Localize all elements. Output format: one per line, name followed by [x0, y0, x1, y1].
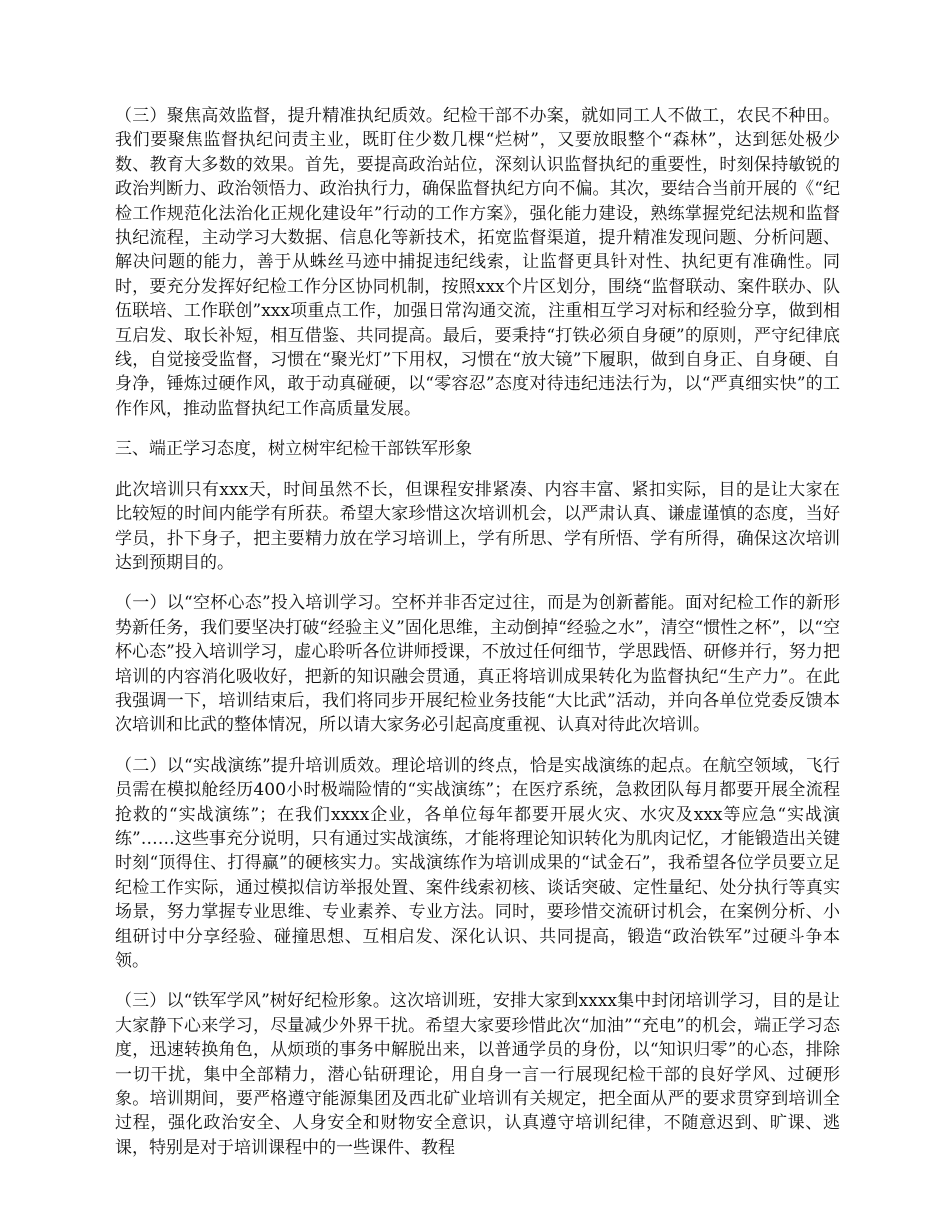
paragraph-iron-army-style: （三）以“铁军学风”树好纪检形象。这次培训班，安排大家到xxxx集中封闭培训学习，目的是让大家静下心来学习，尽量减少外界干扰。希望大家要珍惜此次“加油”“充电”的机会，端正学习态度，迅速转换角色，从烦琐的事务中解脱出来，以普通学员的身份，以“知识归零”的心态，排除一切干扰，集中全部精力，潜心钻研理论，用自身一言一行展现纪检干部的良好学风、过硬形象。培训期间，要严格遵守能源集团及西北矿业培训有关规定，把全面从严的要求贯穿到培训全过程，强化政治安全、人身安全和财物安全意识，认真遵守培训纪律，不随意迟到、旷课、逃课，特别是对于培训课程中的一些课件、教程 [115, 991, 840, 1158]
paragraph-training-intro: 此次培训只有xxx天，时间虽然不长，但课程安排紧凑、内容丰富、紧扣实际，目的是让大家在比较短的时间内能学有所获。希望大家珍惜这次培训机会，以严肃认真、谦虚谨慎的态度，当好学员，扑下身子，把主要精力放在学习培训上，学有所思、学有所悟、学有所得，确保这次培训达到预期目的。 [115, 479, 840, 573]
section-heading-learning-attitude: 三、端正学习态度，树立树牢纪检干部铁军形象 [115, 439, 472, 460]
paragraph-empty-cup-mindset: （一）以“空杯心态”投入培训学习。空杯并非否定过往，而是为创新蓄能。面对纪检工作的新形势新任务，我们要坚决打破“经验主义”固化思维，主动倒掉“经验之水”，清空“惯性之杯”，以“空杯心态”投入培训学习，虚心聆听各位讲师授课，不放过任何细节，学思践悟、研修并行，努力把培训的内容消化吸收好，把新的知识融会贯通，真正将培训成果转化为监督执纪“生产力”。在此我强调一下，培训结束后，我们将同步开展纪检业务技能“大比武”活动，并向各单位党委反馈本次培训和比武的整体情况，所以请大家务必引起高度重视、认真对待此次培训。 [115, 593, 840, 736]
paragraph-practical-drill: （二）以“实战演练”提升培训质效。理论培训的终点，恰是实战演练的起点。在航空领域，飞行员需在模拟舱经历400小时极端险情的“实战演练”；在医疗系统，急救团队每月都要开展全流程抢救的“实战演练”；在我们xxxx企业，各单位每年都要开展火灾、水灾及xxx等应急“实战演练”……这些事充分说明，只有通过实战演练，才能将理论知识转化为肌肉记忆，才能锻造出关键时刻“顶得住、打得赢”的硬核实力。实战演练作为培训成果的“试金石”，我希望各位学员要立足纪检工作实际，通过模拟信访举报处置、案件线索初核、谈话突破、定性量纪、处分执行等真实场景，努力掌握专业思维、专业素养、专业方法。同时，要珍惜交流研讨机会，在案例分析、小组研讨中分享经验、碰撞思想、互相启发、深化认识、共同提高，锻造“政治铁军”过硬斗争本领。 [115, 755, 840, 971]
document-body [115, 104, 840, 1176]
paragraph-focus-supervision: （三）聚焦高效监督，提升精准执纪质效。纪检干部不办案，就如同工人不做工，农民不种田。我们要聚焦监督执纪问责主业，既盯住少数几棵“烂树”，又要放眼整个“森林”，达到惩处极少数、教育大多数的效果。首先，要提高政治站位，深刻认识监督执纪的重要性，时刻保持敏锐的政治判断力、政治领悟力、政治执行力，确保监督执纪方向不偏。其次，要结合当前开展的《“纪检工作规范化法治化正规化建设年”行动的工作方案》，强化能力建设，熟练掌握党纪法规和监督执纪流程，主动学习大数据、信息化等新技术，拓宽监督渠道，提升精准发现问题、分析问题、解决问题的能力，善于从蛛丝马迹中捕捉违纪线索，让监督更具针对性、执纪更有准确性。同时，要充分发挥好纪检工作分区协同机制，按照xxx个片区划分，围绕“监督联动、案件联办、队伍联培、工作联创”xxx项重点工作，加强日常沟通交流，注重相互学习对标和经验分享，做到相互启发、取长补短，相互借鉴、共同提高。最后，要秉持“打铁必须自身硬”的原则，严守纪律底线，自觉接受监督，习惯在“聚光灯”下用权，习惯在“放大镜”下履职，做到自身正、自身硬、自身净，锤炼过硬作风，敢于动真碰硬，以“零容忍”态度对待违纪违法行为，以“严真细实快”的工作作风，推动监督执纪工作高质量发展。 [115, 106, 840, 419]
